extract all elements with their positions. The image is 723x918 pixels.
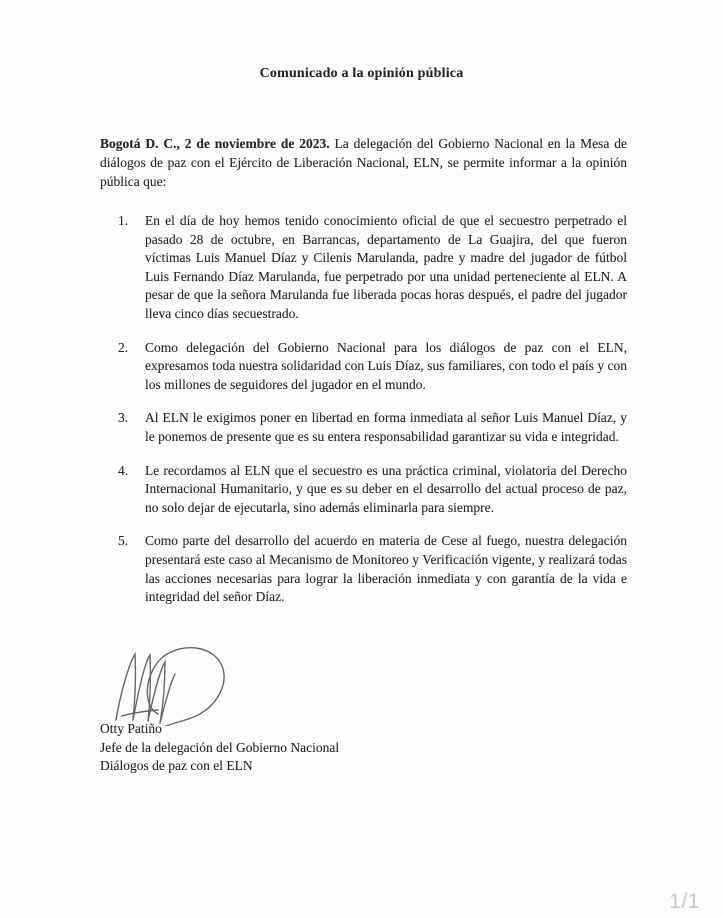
list-item-text: Como delegación del Gobierno Nacional para los diálogos de paz con el ELN, expresamos toda nuestra solidaridad con Luis Díaz, sus familiares, con todo el país y con los millones de seguidores del jugador en el mundo. [145, 339, 627, 392]
handwritten-signature-icon [102, 644, 230, 726]
document-title: Comunicado a la opinión pública [259, 66, 464, 81]
list-item [100, 462, 627, 518]
list-item-number: 2. [118, 339, 129, 355]
signatory-name: Otty Patiño [100, 721, 162, 736]
intro-dateline: Bogotá D. C., 2 de noviembre de 2023. [100, 135, 330, 151]
list-item-text: En el día de hoy hemos tenido conocimiento oficial de que el secuestro perpetrado el pasado 28 de octubre, en Barrancas, departamento de La Guajira, del que fueron víctimas Luis Manuel Díaz y Cilenis Marulanda, padre y madre del jugador de fútbol Luis Fernando Díaz Marulanda, fue perpetrado por una unidad perteneciente al ELN. A pesar de que la señora Marulanda fue liberada pocas horas después, el padre del jugador lleva cinco días secuestrado. [145, 213, 627, 321]
list-item-text: Al ELN le exigimos poner en libertad en forma inmediata al señor Luis Manuel Díaz, y le ponemos de presente que es su entera responsabilidad garantizar su vida e integridad. [145, 410, 627, 444]
intro-body: La delegación del Gobierno Nacional en la Mesa de diálogos de paz con el Ejército de Liberación Nacional, ELN, se permite informar a la opinión pública que: [100, 135, 627, 189]
list-item-number: 5. [118, 533, 129, 549]
signatory-delegation: Diálogos de paz con el ELN [100, 758, 253, 774]
page-indicator: 1/1 [669, 890, 700, 913]
list-item [100, 409, 627, 446]
list-item-number: 1. [118, 213, 129, 228]
list-item [100, 532, 627, 606]
intro-paragraph [100, 134, 627, 191]
signature-block [100, 644, 460, 776]
list-item-text: Como parte del desarrollo del acuerdo en materia de Cese al fuego, nuestra delegación presentará este caso al Mecanismo de Monitoreo y Verificación vigente, y realizará todas las acciones necesarias para lograr la liberación inmediata y con garantía de la vida e integridad del señor Díaz. [145, 533, 627, 605]
signatory-role: Jefe de la delegación del Gobierno Nacional [100, 739, 340, 755]
list-item [100, 339, 627, 395]
list-item-number: 3. [118, 410, 129, 426]
list-item [100, 212, 627, 324]
list-item-text: Le recordamos al ELN que el secuestro es una práctica criminal, violatoria del Derecho Internacional Humanitario, y que es su deber en el desarrollo del actual proceso de paz, no solo dejar de ejecutarla, sino además eliminarla para siempre. [145, 462, 627, 515]
list-item-number: 4. [118, 462, 129, 478]
numbered-list [100, 212, 627, 622]
